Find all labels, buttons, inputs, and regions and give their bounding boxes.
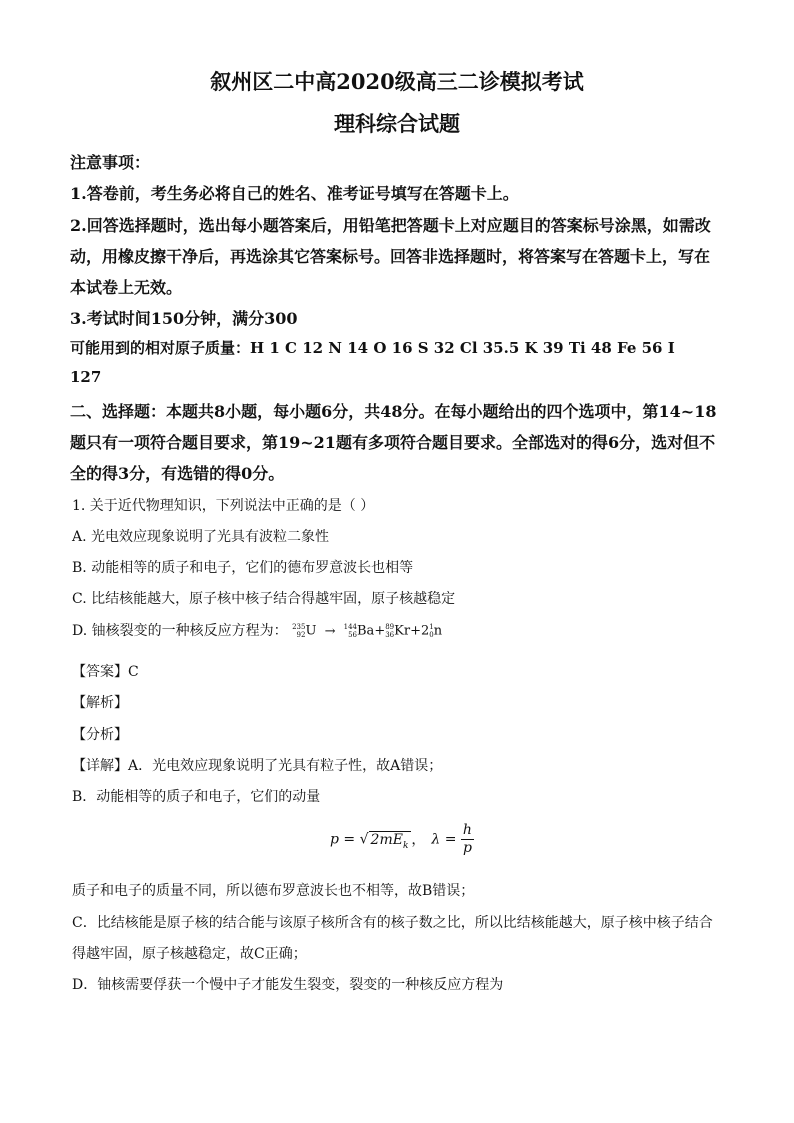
atomic-masses-line-1: 可能用到的相对原子质量：H 1 C 12 N 14 O 16 S 32 Cl 35.5 K 39 Ti 48 Fe 56 I xyxy=(70,339,675,357)
option-d xyxy=(72,620,442,640)
sqrt-symbol: √ xyxy=(359,831,369,848)
barium-nuclide xyxy=(344,623,375,639)
uranium-nuclide xyxy=(292,623,316,639)
note-item-2-line-2: 动，用橡皮擦干净后，再选涂其它答案标号。回答非选择题时，将答案写在答题卡上，写在 xyxy=(70,247,711,266)
option-d-label: D. 铀核裂变的一种核反应方程为： xyxy=(72,623,288,639)
question-stem: 1. 关于近代物理知识，下列说法中正确的是（ ） xyxy=(72,498,375,514)
formula-fraction xyxy=(461,822,474,857)
analysis-label: 【解析】 xyxy=(72,695,128,711)
detail-a: 【详解】A．光电效应现象说明了光具有粒子性，故A错误； xyxy=(72,758,443,774)
formula-equals-1: = xyxy=(338,831,360,848)
n-symbol: n xyxy=(433,623,443,639)
detail-b: B．动能相等的质子和电子，它们的动量 xyxy=(72,789,321,805)
neutron-nuclide xyxy=(429,623,442,639)
u-symbol: U xyxy=(305,623,317,639)
detail-c-line-2: 得越牢固，原子核越稳定，故C正确； xyxy=(72,946,307,962)
formula-comma: ， xyxy=(411,831,426,848)
detail-d: D．铀核需要俘获一个慢中子才能发生裂变，裂变的一种核反应方程为 xyxy=(72,977,504,993)
option-a: A. 光电效应现象说明了光具有波粒二象性 xyxy=(72,529,330,545)
ba-mass-number: 144 xyxy=(343,623,357,631)
radicand-text: 2mE xyxy=(370,831,403,848)
formula-lambda: λ xyxy=(431,831,441,848)
atomic-masses-line-2: 127 xyxy=(70,368,102,386)
fission-equation xyxy=(292,623,442,639)
section-instructions-line-3: 全的得3分，有选错的得0分。 xyxy=(70,464,285,483)
fenxi-label: 【分析】 xyxy=(72,727,128,743)
note-item-2-line-1: 2.回答选择题时，选出每小题答案后，用铅笔把答题卡上对应题目的答案标号涂黑，如需改 xyxy=(70,216,711,235)
formula-p: p xyxy=(330,831,339,848)
n-atomic-number: 0 xyxy=(429,631,434,639)
plus-sign: + xyxy=(374,623,386,639)
kr-mass-number: 89 xyxy=(385,623,395,631)
notes-heading: 注意事项： xyxy=(70,153,151,172)
kr-atomic-number: 36 xyxy=(385,631,395,639)
fraction-numerator: h xyxy=(462,822,472,838)
note-item-3: 3.考试时间150分钟，满分300 xyxy=(70,309,298,328)
reaction-arrow: → xyxy=(324,623,336,639)
formula-equals-2: = xyxy=(440,831,461,848)
momentum-formula xyxy=(330,822,474,862)
section-instructions-line-1: 二、选择题：本题共8小题，每小题6分，共48分。在每小题给出的四个选项中，第14~18 xyxy=(70,402,717,421)
u-mass-number: 235 xyxy=(292,623,306,631)
n-mass-number: 1 xyxy=(429,623,434,631)
exam-subtitle: 理科综合试题 xyxy=(334,111,460,136)
u-atomic-number: 92 xyxy=(296,631,306,639)
plus-two: +2 xyxy=(410,623,430,639)
fraction-denominator: p xyxy=(462,840,472,856)
detail-c-line-1: C．比结核能是原子核的结合能与该原子核所含有的核子数之比，所以比结核能越大，原子核中核子结合 xyxy=(72,915,713,931)
option-b: B. 动能相等的质子和电子，它们的德布罗意波长也相等 xyxy=(72,560,414,576)
kr-symbol: Kr xyxy=(394,623,411,639)
answer-line: 【答案】C xyxy=(72,664,139,680)
ba-symbol: Ba xyxy=(357,623,375,639)
section-instructions-line-2: 题只有一项符合题目要求，第19~21题有多项符合题目要求。全部选对的得6分，选对但不 xyxy=(70,433,716,452)
exam-title: 叙州区二中高2020级高三二诊模拟考试 xyxy=(210,69,584,94)
radicand-subscript: k xyxy=(402,840,409,851)
detail-b-2: 质子和电子的质量不同，所以德布罗意波长也不相等，故B错误； xyxy=(72,883,475,899)
note-item-2-line-3: 本试卷上无效。 xyxy=(70,278,183,297)
ba-atomic-number: 56 xyxy=(348,631,357,639)
note-item-1: 1.答卷前，考生务必将自己的姓名、准考证号填写在答题卡上。 xyxy=(70,184,519,203)
sqrt-radicand xyxy=(369,831,412,851)
krypton-nuclide xyxy=(385,623,410,639)
option-c: C. 比结核能越大，原子核中核子结合得越牢固，原子核越稳定 xyxy=(72,591,456,607)
